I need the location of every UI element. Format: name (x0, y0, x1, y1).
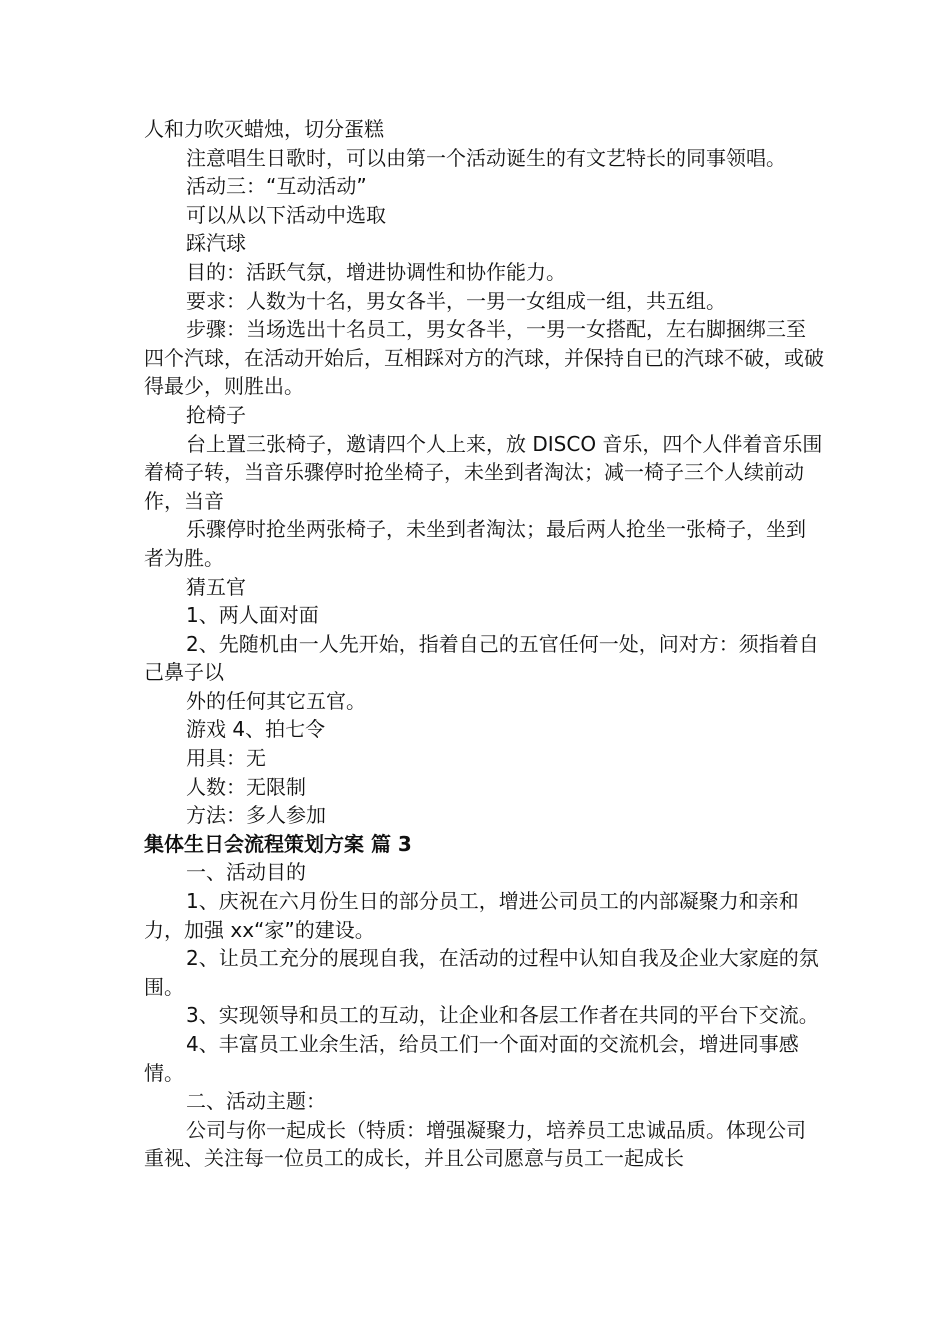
paragraph-activity-three: 活动三：“互动活动” (186, 174, 367, 199)
paragraph-cake-cutting: 人和力吹灭蜡烛，切分蛋糕 (144, 117, 384, 141)
paragraph-guess-features-title: 猜五官 (186, 574, 246, 599)
paragraph-game-4-tools: 用具：无 (186, 746, 266, 771)
paragraph-theme-text: 公司与你一起成长（特质：增强凝聚力，培养员工忠诚品质。体现公司重视、关注每一位员工的成长，并且公司愿意与员工一起成长 (144, 1117, 806, 1171)
paragraph-chair-game-end: 乐骤停时抢坐两张椅子，未坐到者淘汰；最后两人抢坐一张椅子，坐到者为胜。 (144, 517, 806, 570)
paragraph-balloon-steps: 步骤：当场选出十名员工，男女各半，一男一女搭配，左右脚捆绑三至四个汽球，在活动开始后，互相踩对方的汽球，并保持自已的汽球不破，或破得最少，则胜出。 (144, 317, 824, 399)
paragraph-game-4-people: 人数：无限制 (186, 774, 306, 799)
section-heading-plan-3: 集体生日会流程策划方案 篇 3 (144, 831, 412, 856)
paragraph-choose-activities: 可以从以下活动中选取 (186, 202, 386, 227)
paragraph-guess-step-2-cont: 外的任何其它五官。 (186, 688, 366, 713)
paragraph-purpose-heading: 一、活动目的 (186, 860, 306, 885)
paragraph-purpose-4: 4、丰富员工业余生活，给员工们一个面对面的交流机会，增进同事感情。 (144, 1032, 799, 1085)
paragraph-guess-step-2: 2、先随机由一人先开始，指着自己的五官任何一处，问对方：须指着自己鼻子以 (144, 631, 819, 685)
paragraph-game-4-title: 游戏 4、拍七令 (186, 717, 326, 742)
paragraph-theme-heading: 二、活动主题： (186, 1089, 326, 1114)
paragraph-game-4-method: 方法：多人参加 (186, 803, 326, 828)
paragraph-chair-game-rules: 台上置三张椅子，邀请四个人上来，放 DISCO 音乐，四个人伴着音乐围着椅子转，当音乐骤停时抢坐椅子，未坐到者淘汰；减一椅子三个人续前动作，当音 (144, 431, 823, 513)
paragraph-balloon-game-title: 踩汽球 (186, 231, 246, 256)
paragraph-purpose-2: 2、让员工充分的展现自我，在活动的过程中认知自我及企业大家庭的氛围。 (144, 946, 819, 999)
paragraph-birthday-song: 注意唱生日歌时，可以由第一个活动诞生的有文艺特长的同事领唱。 (186, 145, 786, 170)
paragraph-chair-game-title: 抢椅子 (186, 402, 246, 427)
paragraph-guess-step-1: 1、两人面对面 (186, 603, 319, 628)
paragraph-balloon-requirement: 要求：人数为十名，男女各半，一男一女组成一组，共五组。 (186, 288, 726, 313)
paragraph-purpose-3: 3、实现领导和员工的互动，让企业和各层工作者在共同的平台下交流。 (186, 1003, 819, 1028)
document-body (144, 115, 824, 1173)
paragraph-balloon-purpose: 目的：活跃气氛，增进协调性和协作能力。 (186, 259, 566, 284)
paragraph-purpose-1: 1、庆祝在六月份生日的部分员工，增进公司员工的内部凝聚力和亲和力，加强 xx“家”的建设。 (144, 889, 799, 942)
